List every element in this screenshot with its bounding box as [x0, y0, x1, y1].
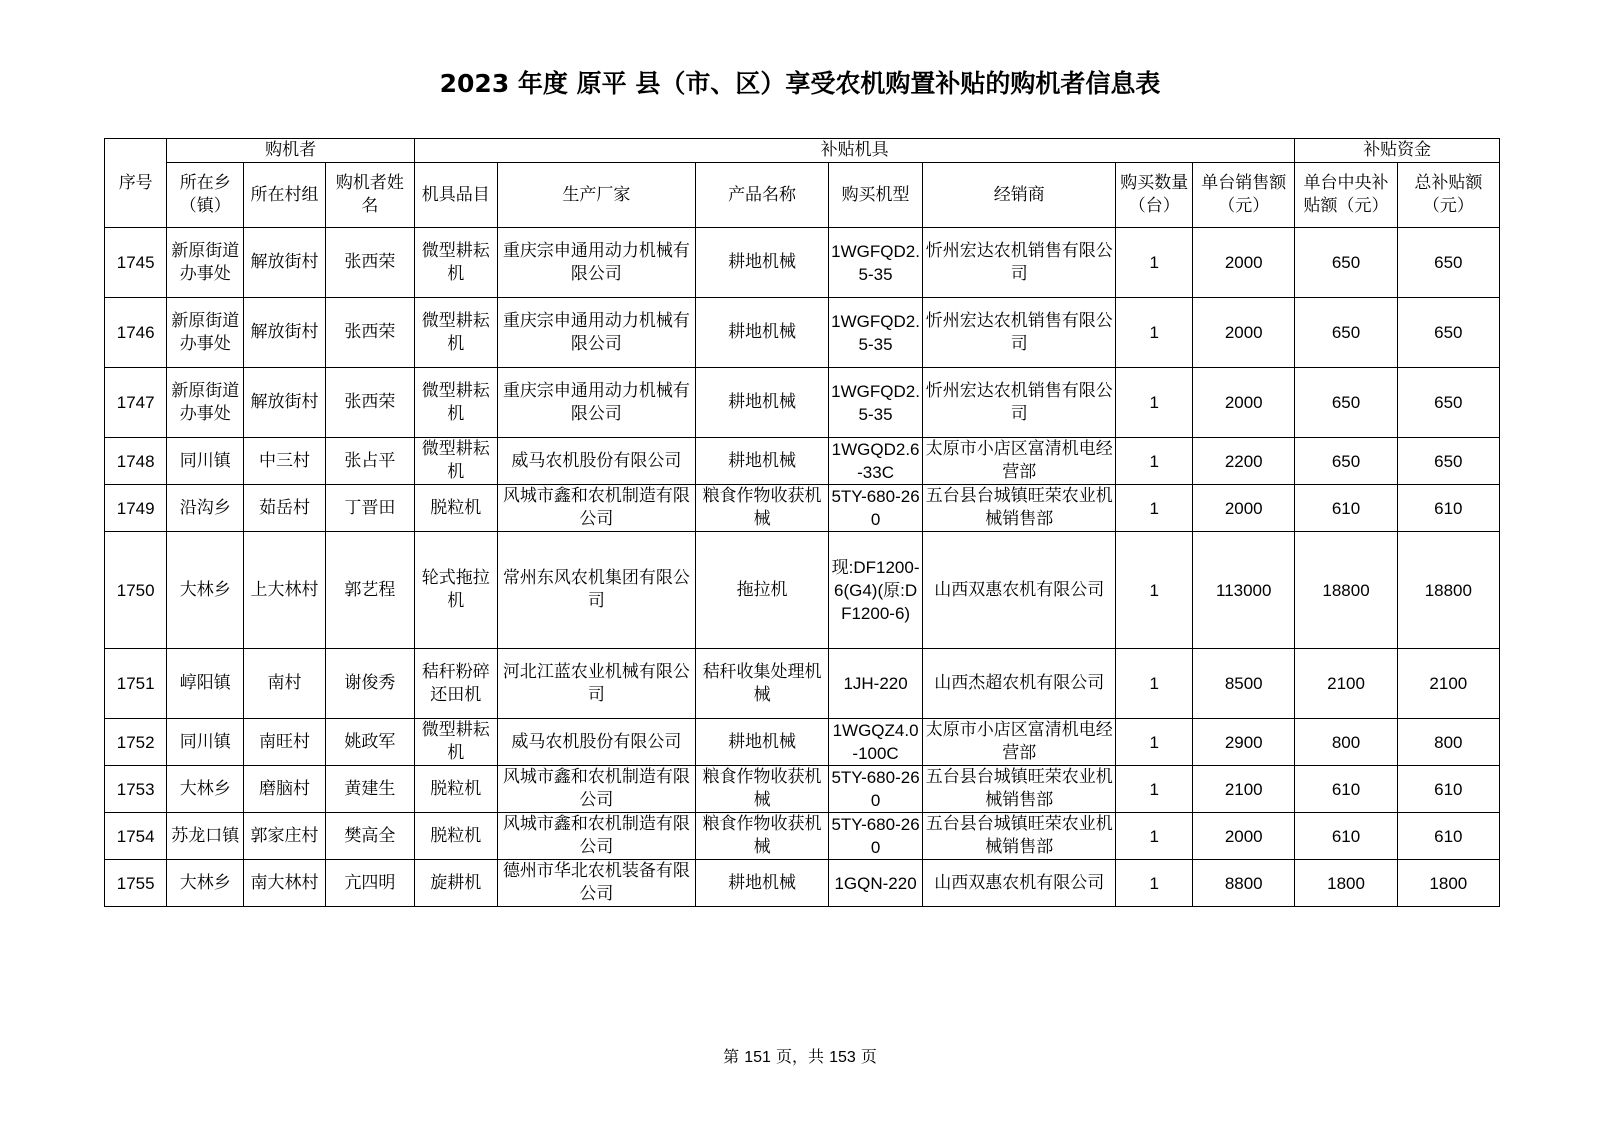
cell-seq: 1746 [105, 298, 167, 368]
cell-total: 650 [1397, 438, 1499, 485]
cell-category: 微型耕耘机 [414, 228, 497, 298]
cell-qty: 1 [1116, 766, 1193, 813]
cell-name: 张西荣 [325, 368, 414, 438]
cell-product: 粮食作物收获机械 [696, 766, 829, 813]
cell-category: 脱粒机 [414, 485, 497, 532]
header-group-machine: 补贴机具 [414, 139, 1295, 163]
cell-central: 650 [1295, 438, 1397, 485]
cell-qty: 1 [1116, 532, 1193, 649]
cell-total: 650 [1397, 368, 1499, 438]
cell-category: 微型耕耘机 [414, 298, 497, 368]
cell-qty: 1 [1116, 368, 1193, 438]
table-row [105, 368, 1500, 438]
cell-product: 粮食作物收获机械 [696, 813, 829, 860]
cell-seq: 1748 [105, 438, 167, 485]
table-row [105, 719, 1500, 766]
cell-price: 2900 [1193, 719, 1295, 766]
cell-product: 耕地机械 [696, 860, 829, 907]
cell-town: 大林乡 [167, 860, 244, 907]
cell-central: 800 [1295, 719, 1397, 766]
cell-dealer: 山西双惠农机有限公司 [923, 860, 1116, 907]
cell-product: 拖拉机 [696, 532, 829, 649]
footer-middle: 页，共 [775, 1047, 824, 1066]
cell-model: 1WGFQD2.5-35 [829, 368, 923, 438]
cell-model: 现:DF1200-6(G4)(原:DF1200-6) [829, 532, 923, 649]
page-footer [0, 1044, 1600, 1067]
cell-category: 微型耕耘机 [414, 438, 497, 485]
cell-qty: 1 [1116, 719, 1193, 766]
cell-qty: 1 [1116, 298, 1193, 368]
cell-village: 中三村 [244, 438, 326, 485]
cell-dealer: 忻州宏达农机销售有限公司 [923, 228, 1116, 298]
cell-qty: 1 [1116, 438, 1193, 485]
cell-town: 同川镇 [167, 719, 244, 766]
cell-village: 上大林村 [244, 532, 326, 649]
cell-dealer: 五台县台城镇旺荣农业机械销售部 [923, 485, 1116, 532]
cell-maker: 河北江蓝农业机械有限公司 [497, 649, 695, 719]
header-maker: 生产厂家 [497, 163, 695, 228]
table-row [105, 438, 1500, 485]
cell-price: 2000 [1193, 485, 1295, 532]
cell-village: 南旺村 [244, 719, 326, 766]
cell-total: 610 [1397, 813, 1499, 860]
cell-central: 610 [1295, 813, 1397, 860]
cell-name: 樊高全 [325, 813, 414, 860]
cell-price: 2000 [1193, 298, 1295, 368]
header-category: 机具品目 [414, 163, 497, 228]
cell-product: 耕地机械 [696, 368, 829, 438]
cell-maker: 威马农机股份有限公司 [497, 719, 695, 766]
cell-price: 8800 [1193, 860, 1295, 907]
cell-category: 轮式拖拉机 [414, 532, 497, 649]
cell-town: 沿沟乡 [167, 485, 244, 532]
table-row [105, 298, 1500, 368]
cell-town: 新原街道办事处 [167, 228, 244, 298]
cell-price: 2100 [1193, 766, 1295, 813]
cell-category: 微型耕耘机 [414, 368, 497, 438]
cell-village: 解放街村 [244, 368, 326, 438]
table-row [105, 485, 1500, 532]
cell-seq: 1755 [105, 860, 167, 907]
cell-central: 610 [1295, 766, 1397, 813]
cell-category: 脱粒机 [414, 813, 497, 860]
cell-qty: 1 [1116, 813, 1193, 860]
cell-seq: 1753 [105, 766, 167, 813]
cell-village: 解放街村 [244, 228, 326, 298]
cell-total: 610 [1397, 485, 1499, 532]
cell-maker: 风城市鑫和农机制造有限公司 [497, 766, 695, 813]
cell-price: 2200 [1193, 438, 1295, 485]
header-town: 所在乡（镇） [167, 163, 244, 228]
cell-total: 650 [1397, 298, 1499, 368]
cell-town: 同川镇 [167, 438, 244, 485]
cell-maker: 重庆宗申通用动力机械有限公司 [497, 228, 695, 298]
cell-dealer: 五台县台城镇旺荣农业机械销售部 [923, 813, 1116, 860]
cell-dealer: 忻州宏达农机销售有限公司 [923, 368, 1116, 438]
cell-price: 8500 [1193, 649, 1295, 719]
cell-qty: 1 [1116, 228, 1193, 298]
cell-name: 黄建生 [325, 766, 414, 813]
header-price: 单台销售额（元） [1193, 163, 1295, 228]
cell-product: 耕地机械 [696, 298, 829, 368]
cell-qty: 1 [1116, 860, 1193, 907]
cell-central: 650 [1295, 368, 1397, 438]
cell-dealer: 五台县台城镇旺荣农业机械销售部 [923, 766, 1116, 813]
cell-central: 610 [1295, 485, 1397, 532]
cell-maker: 常州东风农机集团有限公司 [497, 532, 695, 649]
cell-total: 650 [1397, 228, 1499, 298]
cell-name: 姚政军 [325, 719, 414, 766]
cell-maker: 重庆宗申通用动力机械有限公司 [497, 368, 695, 438]
cell-model: 1WGQD2.6-33C [829, 438, 923, 485]
cell-product: 耕地机械 [696, 228, 829, 298]
cell-seq: 1754 [105, 813, 167, 860]
cell-maker: 风城市鑫和农机制造有限公司 [497, 485, 695, 532]
cell-price: 113000 [1193, 532, 1295, 649]
cell-total: 800 [1397, 719, 1499, 766]
header-name: 购机者姓名 [325, 163, 414, 228]
footer-prefix: 第 [723, 1047, 740, 1066]
cell-category: 微型耕耘机 [414, 719, 497, 766]
cell-model: 5TY-680-260 [829, 485, 923, 532]
cell-name: 张西荣 [325, 298, 414, 368]
header-central: 单台中央补贴额（元） [1295, 163, 1397, 228]
cell-maker: 德州市华北农机装备有限公司 [497, 860, 695, 907]
cell-seq: 1751 [105, 649, 167, 719]
cell-town: 苏龙口镇 [167, 813, 244, 860]
cell-village: 南村 [244, 649, 326, 719]
cell-category: 脱粒机 [414, 766, 497, 813]
cell-town: 大林乡 [167, 532, 244, 649]
header-model: 购买机型 [829, 163, 923, 228]
cell-seq: 1752 [105, 719, 167, 766]
table-row [105, 649, 1500, 719]
cell-model: 1GQN-220 [829, 860, 923, 907]
table-row [105, 860, 1500, 907]
page-title: 2023 年度 原平 县（市、区）享受农机购置补贴的购机者信息表 [439, 69, 1161, 98]
cell-product: 耕地机械 [696, 719, 829, 766]
header-group-funds: 补贴资金 [1295, 139, 1500, 163]
cell-price: 2000 [1193, 228, 1295, 298]
header-dealer: 经销商 [923, 163, 1116, 228]
header-group-buyer: 购机者 [167, 139, 415, 163]
cell-qty: 1 [1116, 485, 1193, 532]
header-seq: 序号 [105, 139, 167, 228]
cell-total: 18800 [1397, 532, 1499, 649]
cell-dealer: 太原市小店区富清机电经营部 [923, 438, 1116, 485]
cell-dealer: 山西杰超农机有限公司 [923, 649, 1116, 719]
header-product: 产品名称 [696, 163, 829, 228]
cell-model: 1JH-220 [829, 649, 923, 719]
cell-seq: 1745 [105, 228, 167, 298]
cell-maker: 风城市鑫和农机制造有限公司 [497, 813, 695, 860]
subsidy-table [104, 138, 1500, 907]
cell-category: 旋耕机 [414, 860, 497, 907]
cell-total: 2100 [1397, 649, 1499, 719]
cell-name: 张占平 [325, 438, 414, 485]
cell-model: 1WGFQD2.5-35 [829, 298, 923, 368]
cell-village: 茹岳村 [244, 485, 326, 532]
cell-name: 张西荣 [325, 228, 414, 298]
footer-page-number: 151 [744, 1049, 771, 1066]
cell-seq: 1750 [105, 532, 167, 649]
cell-name: 亢四明 [325, 860, 414, 907]
cell-village: 磨脑村 [244, 766, 326, 813]
cell-total: 1800 [1397, 860, 1499, 907]
table-row [105, 813, 1500, 860]
cell-village: 南大林村 [244, 860, 326, 907]
cell-product: 粮食作物收获机械 [696, 485, 829, 532]
cell-central: 2100 [1295, 649, 1397, 719]
cell-total: 610 [1397, 766, 1499, 813]
cell-town: 崞阳镇 [167, 649, 244, 719]
header-total: 总补贴额（元） [1397, 163, 1499, 228]
cell-village: 解放街村 [244, 298, 326, 368]
cell-qty: 1 [1116, 649, 1193, 719]
cell-seq: 1747 [105, 368, 167, 438]
cell-seq: 1749 [105, 485, 167, 532]
cell-model: 5TY-680-260 [829, 813, 923, 860]
cell-town: 新原街道办事处 [167, 298, 244, 368]
cell-central: 18800 [1295, 532, 1397, 649]
cell-dealer: 忻州宏达农机销售有限公司 [923, 298, 1116, 368]
cell-maker: 重庆宗申通用动力机械有限公司 [497, 298, 695, 368]
cell-central: 650 [1295, 298, 1397, 368]
footer-suffix: 页 [860, 1047, 877, 1066]
header-qty: 购买数量（台） [1116, 163, 1193, 228]
cell-model: 5TY-680-260 [829, 766, 923, 813]
footer-total-pages: 153 [829, 1049, 856, 1066]
cell-category: 秸秆粉碎还田机 [414, 649, 497, 719]
cell-dealer: 太原市小店区富清机电经营部 [923, 719, 1116, 766]
cell-product: 耕地机械 [696, 438, 829, 485]
cell-dealer: 山西双惠农机有限公司 [923, 532, 1116, 649]
cell-product: 秸秆收集处理机械 [696, 649, 829, 719]
cell-model: 1WGFQD2.5-35 [829, 228, 923, 298]
cell-name: 郭艺程 [325, 532, 414, 649]
cell-name: 丁晋田 [325, 485, 414, 532]
cell-price: 2000 [1193, 368, 1295, 438]
cell-model: 1WGQZ4.0-100C [829, 719, 923, 766]
cell-maker: 威马农机股份有限公司 [497, 438, 695, 485]
cell-price: 2000 [1193, 813, 1295, 860]
cell-central: 650 [1295, 228, 1397, 298]
cell-name: 谢俊秀 [325, 649, 414, 719]
header-village: 所在村组 [244, 163, 326, 228]
cell-town: 新原街道办事处 [167, 368, 244, 438]
table-row [105, 766, 1500, 813]
cell-town: 大林乡 [167, 766, 244, 813]
table-row [105, 532, 1500, 649]
cell-central: 1800 [1295, 860, 1397, 907]
table-row [105, 228, 1500, 298]
cell-village: 郭家庄村 [244, 813, 326, 860]
